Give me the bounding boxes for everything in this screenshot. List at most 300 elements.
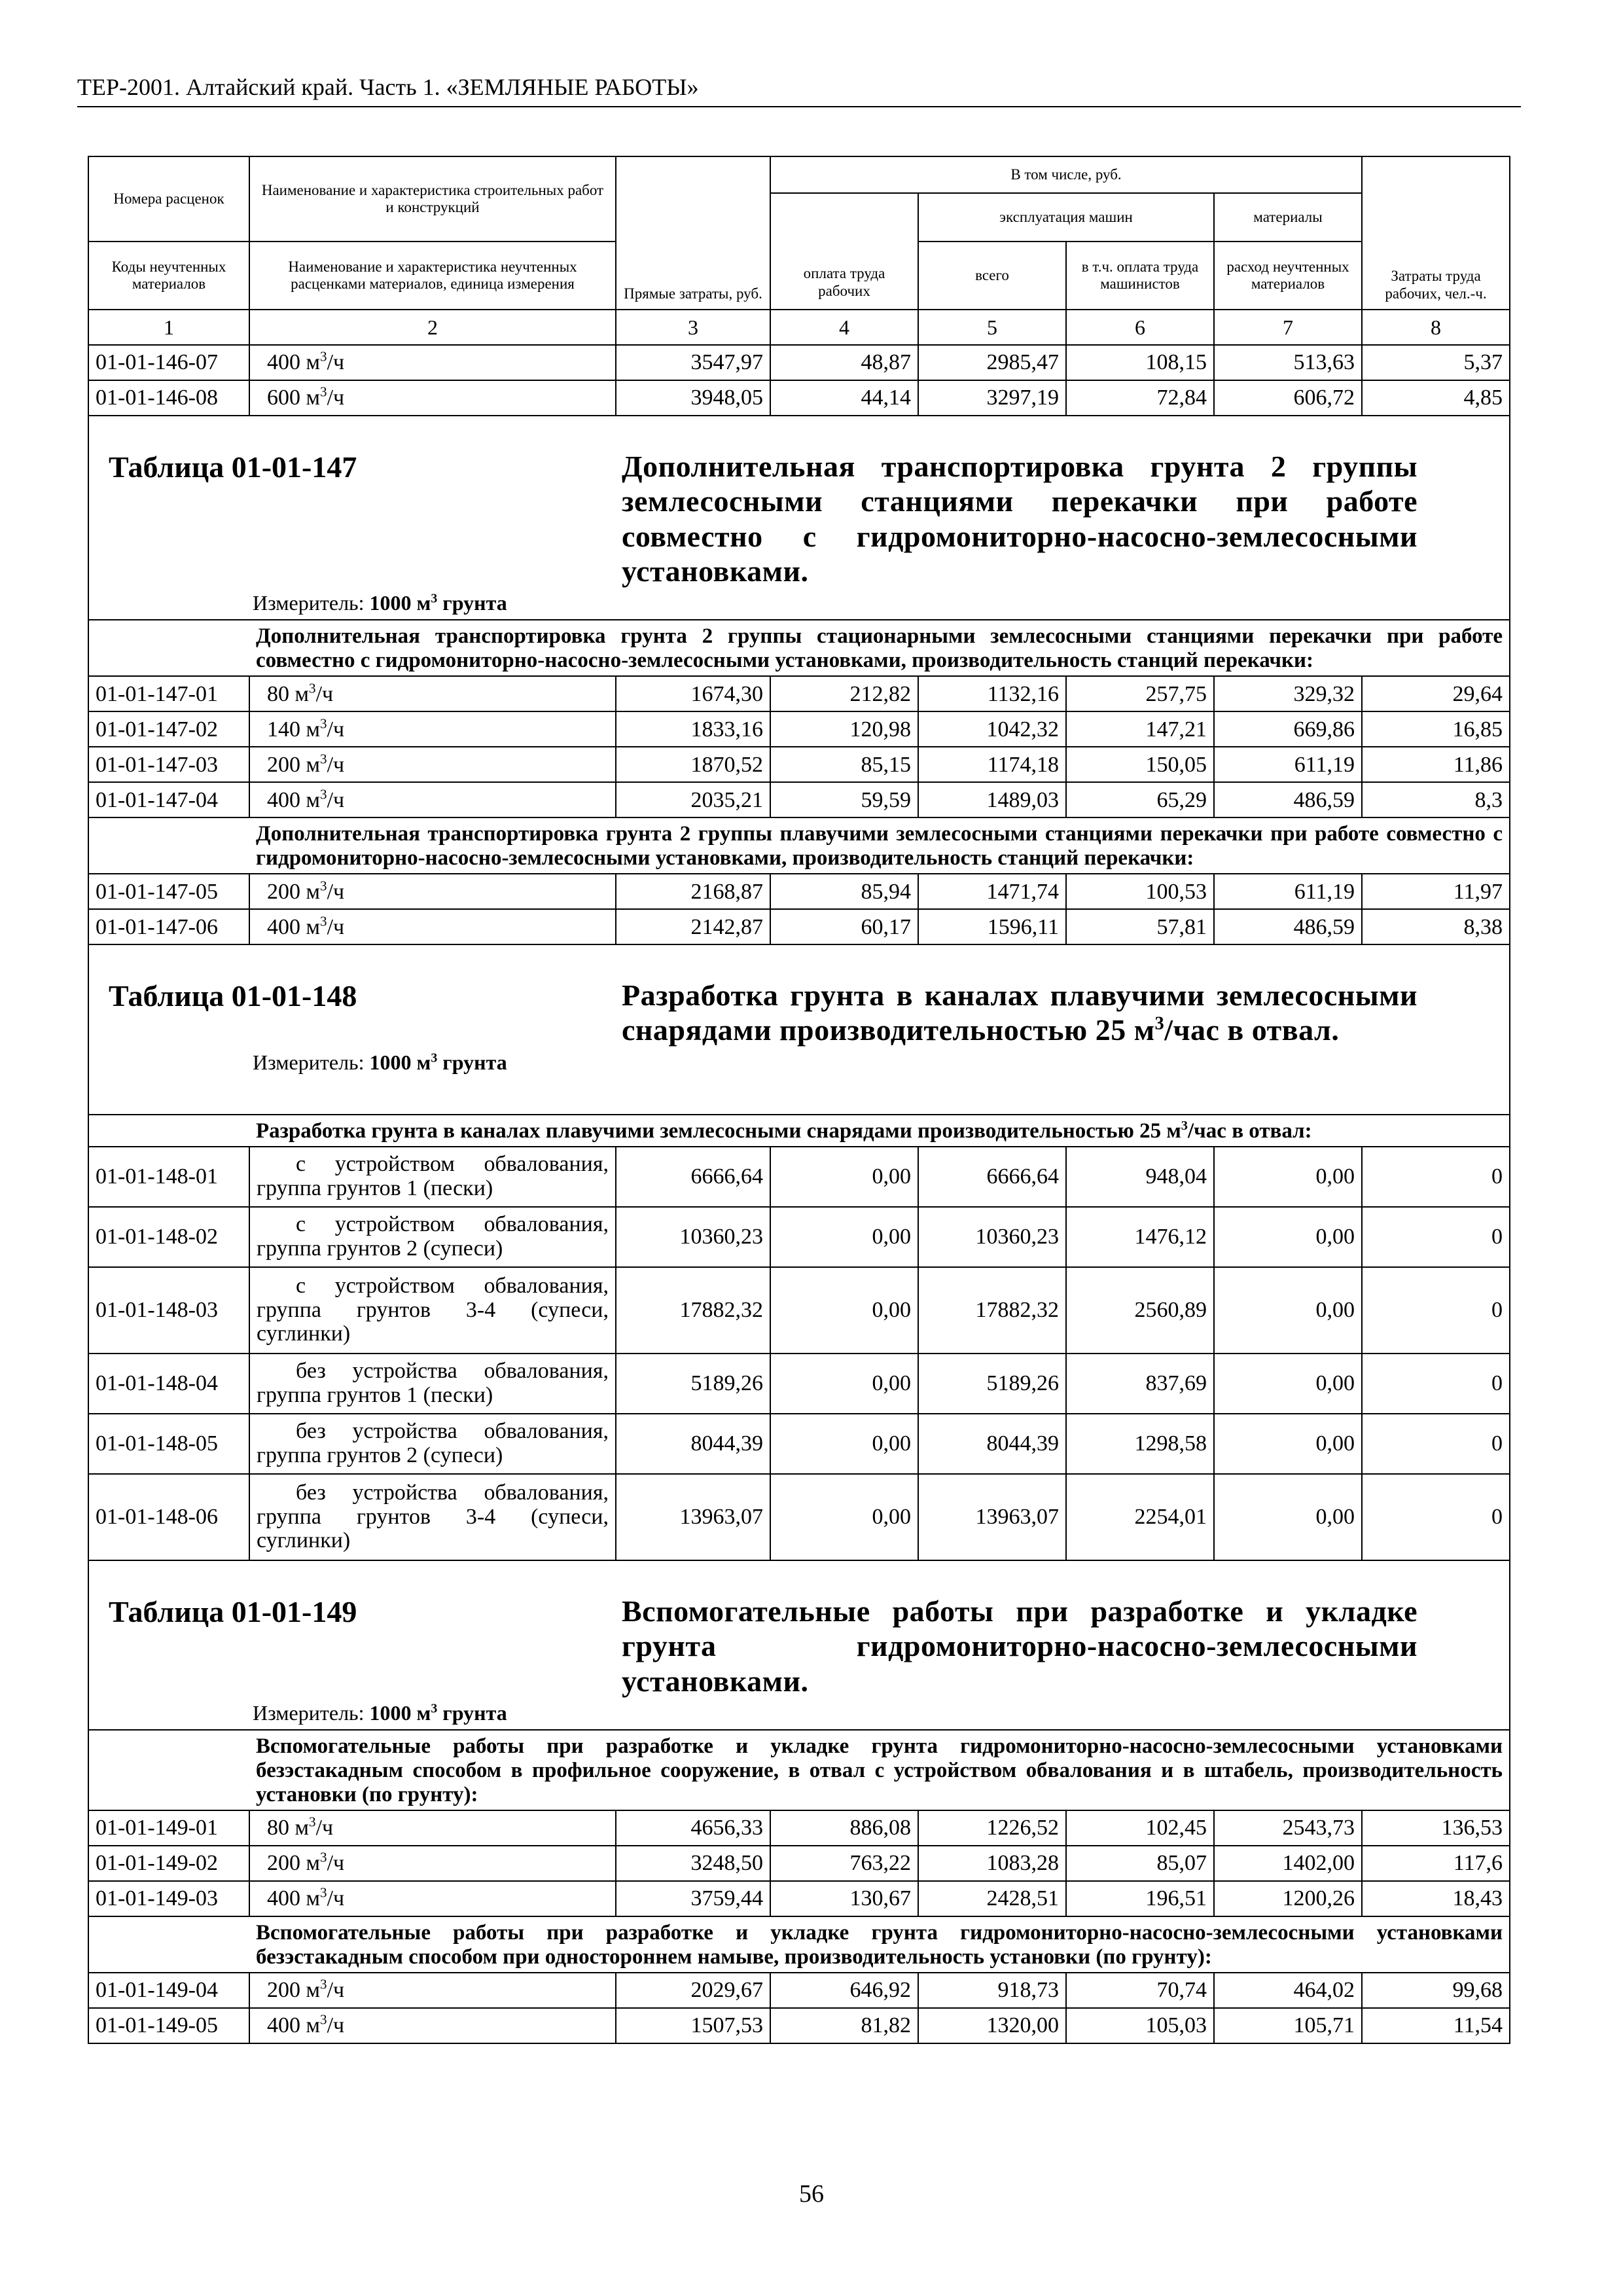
unit: м <box>306 752 321 777</box>
rate-name: без устройства обвалования, группа грунтов 1 (пески) <box>249 1354 616 1414</box>
direct-cost: 3248,50 <box>616 1846 770 1881</box>
labor-pay: 0,00 <box>770 1354 918 1414</box>
table-row <box>88 1474 1510 1560</box>
direct-cost: 3948,05 <box>616 380 770 416</box>
table-row <box>88 782 1510 817</box>
direct-cost: 3547,97 <box>616 345 770 380</box>
machines-labor: 2254,01 <box>1066 1474 1214 1560</box>
table-heading <box>88 416 1510 620</box>
labor-hours: 8,38 <box>1362 909 1510 944</box>
labor-hours: 0 <box>1362 1147 1510 1207</box>
measure-value <box>370 1050 507 1074</box>
table-row <box>88 1846 1510 1881</box>
materials-cost: 105,71 <box>1214 2008 1362 2043</box>
rate-code: 01-01-147-05 <box>88 874 249 909</box>
unit: м <box>306 914 321 939</box>
rate-name <box>249 874 616 909</box>
labor-pay: 60,17 <box>770 909 918 944</box>
superscript: 3 <box>431 591 438 606</box>
rate-qty: 80 <box>267 681 289 706</box>
rate-code: 01-01-149-02 <box>88 1846 249 1881</box>
machines-labor: 1298,58 <box>1066 1414 1214 1474</box>
machines-labor: 2560,89 <box>1066 1267 1214 1354</box>
materials-cost: 1402,00 <box>1214 1846 1362 1881</box>
measure-quantity: 1000 м <box>369 591 431 615</box>
rate-name <box>249 782 616 817</box>
subheading-text: Вспомогательные работы при разработке и укладке грунта гидромониторно-насосно-землесосными установками безэстакадным способом при одностороннем намыве, производительность установки (по грунту): <box>256 1920 1503 1969</box>
table-row <box>88 1267 1510 1354</box>
materials-cost: 611,19 <box>1214 747 1362 782</box>
superscript: 3 <box>320 751 327 767</box>
table-heading-row <box>88 416 1510 620</box>
machines-labor: 105,03 <box>1066 2008 1214 2043</box>
materials-cost: 329,32 <box>1214 676 1362 711</box>
subheading-row <box>88 1730 1510 1810</box>
unit: м <box>294 681 310 706</box>
header-labor-pay: оплата труда рабочих <box>770 193 918 310</box>
machines-labor: 196,51 <box>1066 1881 1214 1916</box>
rate-qty: 80 <box>267 1816 289 1840</box>
materials-cost: 486,59 <box>1214 782 1362 817</box>
table-number: Таблица 01-01-147 <box>109 450 357 484</box>
unit: м <box>306 1886 321 1911</box>
subheading <box>249 1115 1510 1147</box>
table-number: Таблица 01-01-148 <box>109 979 357 1013</box>
rate-code: 01-01-147-06 <box>88 909 249 944</box>
superscript: 3 <box>320 349 327 365</box>
machines-total: 13963,07 <box>918 1474 1066 1560</box>
materials-cost: 486,59 <box>1214 909 1362 944</box>
rate-name <box>249 1973 616 2008</box>
header-code-bottom: Коды неучтенных материалов <box>88 242 249 310</box>
subheading-row <box>88 817 1510 874</box>
labor-pay: 48,87 <box>770 345 918 380</box>
machines-total: 17882,32 <box>918 1267 1066 1354</box>
column-number: 1 <box>88 310 249 345</box>
materials-cost: 1200,26 <box>1214 1881 1362 1916</box>
rate-name <box>249 1846 616 1881</box>
superscript: 3 <box>309 680 316 696</box>
machines-labor: 948,04 <box>1066 1147 1214 1207</box>
unit: м <box>306 1851 321 1876</box>
table-title <box>622 1561 1418 1698</box>
labor-hours: 11,97 <box>1362 874 1510 909</box>
labor-pay: 81,82 <box>770 2008 918 2043</box>
direct-cost: 1833,16 <box>616 711 770 747</box>
table-row <box>88 711 1510 747</box>
rate-qty: 400 <box>267 787 300 812</box>
header-labor-cost: Затраты труда рабочих, чел.-ч. <box>1362 156 1510 310</box>
rate-qty: 200 <box>267 879 300 904</box>
rate-qty: 140 <box>267 717 300 742</box>
unit: м <box>306 879 321 904</box>
column-number: 5 <box>918 310 1066 345</box>
rate-code: 01-01-148-03 <box>88 1267 249 1354</box>
subheading <box>249 620 1510 676</box>
direct-cost: 6666,64 <box>616 1147 770 1207</box>
direct-cost: 5189,26 <box>616 1354 770 1414</box>
rate-code: 01-01-148-01 <box>88 1147 249 1207</box>
header-including: В том числе, руб. <box>770 156 1362 193</box>
table-body <box>88 310 1510 2043</box>
direct-cost: 3759,44 <box>616 1881 770 1916</box>
machines-labor: 108,15 <box>1066 345 1214 380</box>
subheading-row <box>88 1115 1510 1147</box>
machines-labor: 147,21 <box>1066 711 1214 747</box>
measure-value <box>370 1701 507 1725</box>
subheading-spacer <box>88 1115 249 1147</box>
column-headers <box>88 156 1510 310</box>
superscript: 3 <box>320 1884 327 1901</box>
rate-code: 01-01-149-04 <box>88 1973 249 2008</box>
labor-hours: 0 <box>1362 1207 1510 1267</box>
table-row <box>88 2008 1510 2043</box>
measure-tail: грунта <box>437 1701 507 1725</box>
superscript: 3 <box>309 1814 316 1830</box>
measure-unit <box>253 1048 1509 1079</box>
materials-cost: 0,00 <box>1214 1207 1362 1267</box>
rate-name <box>249 909 616 944</box>
rate-qty: 400 <box>267 2013 300 2038</box>
rate-per: /ч <box>327 1978 345 2003</box>
direct-cost: 8044,39 <box>616 1414 770 1474</box>
labor-hours: 11,54 <box>1362 2008 1510 2043</box>
superscript: 3 <box>320 715 327 732</box>
rate-code: 01-01-149-01 <box>88 1810 249 1846</box>
unit: м <box>306 1978 321 2003</box>
table-heading-wrap <box>89 1561 1509 1729</box>
labor-hours: 11,86 <box>1362 747 1510 782</box>
rate-qty: 400 <box>267 1886 300 1911</box>
labor-pay: 212,82 <box>770 676 918 711</box>
column-number: 6 <box>1066 310 1214 345</box>
labor-pay: 85,15 <box>770 747 918 782</box>
rate-name <box>249 711 616 747</box>
superscript: 3 <box>320 2011 327 2028</box>
labor-pay: 763,22 <box>770 1846 918 1881</box>
header-code-top: Номера расценок <box>88 156 249 242</box>
rate-name: с устройством обвалования, группа грунтов 1 (пески) <box>249 1147 616 1207</box>
rate-name: без устройства обвалования, группа грунтов 3-4 (супеси, суглинки) <box>249 1474 616 1560</box>
rate-qty: 400 <box>267 350 300 375</box>
machines-labor: 1476,12 <box>1066 1207 1214 1267</box>
machines-labor: 102,45 <box>1066 1810 1214 1846</box>
direct-cost: 17882,32 <box>616 1267 770 1354</box>
rate-per: /ч <box>327 787 345 812</box>
rate-name: с устройством обвалования, группа грунтов 3-4 (супеси, суглинки) <box>249 1267 616 1354</box>
superscript: 3 <box>320 384 327 401</box>
rates-table <box>88 156 1510 2044</box>
labor-pay: 0,00 <box>770 1207 918 1267</box>
rate-per: /ч <box>315 681 334 706</box>
measure-tail: грунта <box>437 1050 507 1074</box>
labor-hours: 117,6 <box>1362 1846 1510 1881</box>
machines-total: 2428,51 <box>918 1881 1066 1916</box>
rate-qty: 400 <box>267 914 300 939</box>
machines-total: 1174,18 <box>918 747 1066 782</box>
table-row <box>88 380 1510 416</box>
table-row <box>88 1354 1510 1414</box>
labor-pay: 646,92 <box>770 1973 918 2008</box>
subheading-spacer <box>88 1916 249 1973</box>
rate-name <box>249 676 616 711</box>
direct-cost: 13963,07 <box>616 1474 770 1560</box>
materials-cost: 606,72 <box>1214 380 1362 416</box>
labor-hours: 5,37 <box>1362 345 1510 380</box>
measure-label: Измеритель: <box>253 1701 365 1725</box>
machines-labor: 70,74 <box>1066 1973 1214 2008</box>
labor-hours: 18,43 <box>1362 1881 1510 1916</box>
labor-hours: 29,64 <box>1362 676 1510 711</box>
machines-total: 1083,28 <box>918 1846 1066 1881</box>
rate-code: 01-01-146-08 <box>88 380 249 416</box>
header-machines-labor: в т.ч. оплата труда машинистов <box>1066 242 1214 310</box>
rate-per: /ч <box>327 1851 345 1876</box>
measure-quantity: 1000 м <box>369 1701 431 1725</box>
machines-total: 1596,11 <box>918 909 1066 944</box>
superscript: 3 <box>320 913 327 929</box>
superscript: 3 <box>320 1976 327 1992</box>
table-row <box>88 676 1510 711</box>
machines-total: 1489,03 <box>918 782 1066 817</box>
table-heading-wrap <box>89 945 1509 1079</box>
superscript: 3 <box>320 1849 327 1865</box>
unit: м <box>306 787 321 812</box>
table-title <box>622 945 1418 1048</box>
table-title-text: Дополнительная транспортировка грунта 2 группы землесосными станциями перекачки при работе совместно с гидромониторно-насосно-землесосными установками. <box>622 450 1418 588</box>
subheading-tail: /час в отвал: <box>1188 1119 1312 1143</box>
superscript: 3 <box>431 1050 438 1066</box>
rate-code: 01-01-149-05 <box>88 2008 249 2043</box>
rate-code: 01-01-147-01 <box>88 676 249 711</box>
materials-cost: 0,00 <box>1214 1267 1362 1354</box>
direct-cost: 2035,21 <box>616 782 770 817</box>
direct-cost: 1507,53 <box>616 2008 770 2043</box>
rate-qty: 200 <box>267 1978 300 2003</box>
unit: м <box>306 386 321 410</box>
machines-labor: 85,07 <box>1066 1846 1214 1881</box>
subheading-text: Дополнительная транспортировка грунта 2 группы стационарными землесосными станциями перекачки при работе совместно с гидромониторно-насосно-землесосными установками, производительность станций перекачки: <box>256 624 1503 673</box>
rate-name: с устройством обвалования, группа грунтов 2 (супеси) <box>249 1207 616 1267</box>
measure-label: Измеритель: <box>253 591 365 615</box>
header-materials-consumption: расход неучтенных материалов <box>1214 242 1362 310</box>
machines-total: 6666,64 <box>918 1147 1066 1207</box>
column-number: 3 <box>616 310 770 345</box>
table-title-tail: /час в отвал. <box>1164 1013 1340 1047</box>
rate-code: 01-01-148-05 <box>88 1414 249 1474</box>
table-row <box>88 1810 1510 1846</box>
subheading <box>249 817 1510 874</box>
measure-label: Измеритель: <box>253 1050 365 1074</box>
measure-quantity: 1000 м <box>369 1050 431 1074</box>
subheading-row <box>88 1916 1510 1973</box>
superscript: 3 <box>431 1701 438 1716</box>
table-row <box>88 1973 1510 2008</box>
unit: м <box>306 717 321 742</box>
measure-tail: грунта <box>437 591 507 615</box>
machines-total: 1471,74 <box>918 874 1066 909</box>
unit: м <box>306 2013 321 2038</box>
rate-per: /ч <box>327 717 345 742</box>
labor-hours: 0 <box>1362 1354 1510 1414</box>
table-heading-row <box>88 944 1510 1115</box>
rate-per: /ч <box>315 1816 334 1840</box>
rate-name <box>249 345 616 380</box>
machines-total: 918,73 <box>918 1973 1066 2008</box>
machines-labor: 65,29 <box>1066 782 1214 817</box>
rate-code: 01-01-147-04 <box>88 782 249 817</box>
direct-cost: 1870,52 <box>616 747 770 782</box>
machines-total: 3297,19 <box>918 380 1066 416</box>
rate-code: 01-01-146-07 <box>88 345 249 380</box>
subheading-text: Разработка грунта в каналах плавучими землесосными снарядами производительностью 25 м <box>256 1119 1181 1143</box>
machines-labor: 150,05 <box>1066 747 1214 782</box>
table-title-text: Вспомогательные работы при разработке и укладке грунта гидромониторно-насосно-землесосными установками. <box>622 1594 1418 1698</box>
table-row <box>88 909 1510 944</box>
table-title-text: Разработка грунта в каналах плавучими землесосными снарядами производительностью 25 м <box>622 978 1418 1047</box>
materials-cost: 0,00 <box>1214 1147 1362 1207</box>
labor-hours: 0 <box>1362 1414 1510 1474</box>
rate-qty: 200 <box>267 752 300 777</box>
machines-total: 1226,52 <box>918 1810 1066 1846</box>
materials-cost: 0,00 <box>1214 1474 1362 1560</box>
rate-name <box>249 380 616 416</box>
page-number: 56 <box>799 2180 824 2208</box>
labor-pay: 0,00 <box>770 1147 918 1207</box>
table-title <box>622 416 1418 588</box>
machines-labor: 257,75 <box>1066 676 1214 711</box>
table-row <box>88 1207 1510 1267</box>
machines-total: 10360,23 <box>918 1207 1066 1267</box>
machines-total: 2985,47 <box>918 345 1066 380</box>
rate-code: 01-01-149-03 <box>88 1881 249 1916</box>
superscript: 3 <box>1154 1014 1165 1035</box>
rate-code: 01-01-148-04 <box>88 1354 249 1414</box>
materials-cost: 669,86 <box>1214 711 1362 747</box>
rate-per: /ч <box>327 752 345 777</box>
direct-cost: 1674,30 <box>616 676 770 711</box>
rate-code: 01-01-147-02 <box>88 711 249 747</box>
superscript: 3 <box>1181 1119 1188 1134</box>
table-row <box>88 1147 1510 1207</box>
column-numbers-row <box>88 310 1510 345</box>
header-name-bottom: Наименование и характеристика неучтенных расценками материалов, единица измерения <box>249 242 616 310</box>
direct-cost: 2168,87 <box>616 874 770 909</box>
labor-pay: 130,67 <box>770 1881 918 1916</box>
header-machines-total: всего <box>918 242 1066 310</box>
subheading-text: Дополнительная транспортировка грунта 2 группы плавучими землесосными станциями перекачки при работе совместно с гидромониторно-насосно-землесосными установками, производительность станций перекачки: <box>256 822 1503 870</box>
subheading-row <box>88 620 1510 676</box>
materials-cost: 464,02 <box>1214 1973 1362 2008</box>
header-direct-costs: Прямые затраты, руб. <box>616 156 770 310</box>
labor-pay: 59,59 <box>770 782 918 817</box>
rate-per: /ч <box>327 914 345 939</box>
labor-hours: 136,53 <box>1362 1810 1510 1846</box>
labor-pay: 44,14 <box>770 380 918 416</box>
rate-name <box>249 747 616 782</box>
rate-per: /ч <box>327 2013 345 2038</box>
materials-cost: 0,00 <box>1214 1354 1362 1414</box>
labor-hours: 16,85 <box>1362 711 1510 747</box>
machines-labor: 100,53 <box>1066 874 1214 909</box>
page-header: ТЕР-2001. Алтайский край. Часть 1. «ЗЕМЛЯНЫЕ РАБОТЫ» <box>77 73 1521 107</box>
machines-total: 1042,32 <box>918 711 1066 747</box>
rate-name <box>249 1881 616 1916</box>
machines-total: 1320,00 <box>918 2008 1066 2043</box>
subheading-text: Вспомогательные работы при разработке и укладке грунта гидромониторно-насосно-землесосными установками безэстакадным способом в профильное сооружение, в отвал с устройством обвалования и в штабель, производительность установки (по грунту): <box>256 1734 1503 1806</box>
table-heading <box>88 1560 1510 1730</box>
measure-unit <box>253 588 1509 619</box>
table-number: Таблица 01-01-149 <box>109 1595 357 1628</box>
subheading-spacer <box>88 620 249 676</box>
machines-labor: 72,84 <box>1066 380 1214 416</box>
table-row <box>88 874 1510 909</box>
direct-cost: 2142,87 <box>616 909 770 944</box>
column-number: 4 <box>770 310 918 345</box>
superscript: 3 <box>320 878 327 894</box>
machines-labor: 837,69 <box>1066 1354 1214 1414</box>
header-name-top: Наименование и характеристика строительных работ и конструкций <box>249 156 616 242</box>
rate-per: /ч <box>327 1886 345 1911</box>
rate-per: /ч <box>327 879 345 904</box>
header-machines: эксплуатация машин <box>918 193 1214 242</box>
rate-qty: 200 <box>267 1851 300 1876</box>
rate-name: без устройства обвалования, группа грунтов 2 (супеси) <box>249 1414 616 1474</box>
table-heading-wrap <box>89 416 1509 619</box>
table-row <box>88 1881 1510 1916</box>
machines-total: 8044,39 <box>918 1414 1066 1474</box>
rate-per: /ч <box>327 386 345 410</box>
machines-labor: 57,81 <box>1066 909 1214 944</box>
labor-pay: 0,00 <box>770 1474 918 1560</box>
machines-total: 1132,16 <box>918 676 1066 711</box>
header-materials: материалы <box>1214 193 1362 242</box>
subheading <box>249 1916 1510 1973</box>
rate-code: 01-01-147-03 <box>88 747 249 782</box>
labor-hours: 99,68 <box>1362 1973 1510 2008</box>
rate-name <box>249 2008 616 2043</box>
direct-cost: 4656,33 <box>616 1810 770 1846</box>
materials-cost: 611,19 <box>1214 874 1362 909</box>
labor-pay: 886,08 <box>770 1810 918 1846</box>
column-number: 7 <box>1214 310 1362 345</box>
materials-cost: 513,63 <box>1214 345 1362 380</box>
materials-cost: 0,00 <box>1214 1414 1362 1474</box>
table-row <box>88 1414 1510 1474</box>
labor-hours: 0 <box>1362 1474 1510 1560</box>
subheading-spacer <box>88 817 249 874</box>
unit: м <box>306 350 321 375</box>
table-row <box>88 345 1510 380</box>
measure-value <box>370 591 507 615</box>
measure-unit <box>253 1698 1509 1729</box>
rates-sheet <box>88 156 1509 2044</box>
superscript: 3 <box>320 786 327 802</box>
column-number: 2 <box>249 310 616 345</box>
unit: м <box>294 1816 310 1840</box>
column-number: 8 <box>1362 310 1510 345</box>
rate-per: /ч <box>327 350 345 375</box>
rate-name <box>249 1810 616 1846</box>
machines-total: 5189,26 <box>918 1354 1066 1414</box>
labor-hours: 8,3 <box>1362 782 1510 817</box>
labor-hours: 0 <box>1362 1267 1510 1354</box>
table-row <box>88 747 1510 782</box>
labor-hours: 4,85 <box>1362 380 1510 416</box>
rate-code: 01-01-148-02 <box>88 1207 249 1267</box>
rate-code: 01-01-148-06 <box>88 1474 249 1560</box>
table-heading <box>88 944 1510 1115</box>
